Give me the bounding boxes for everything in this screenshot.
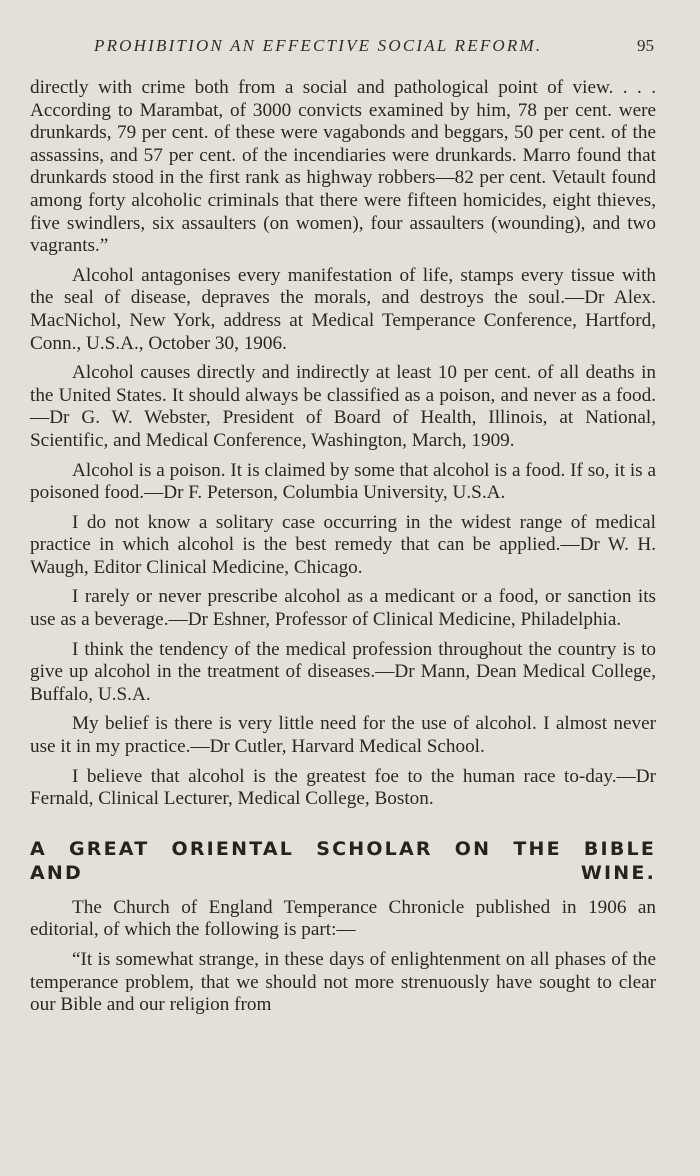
quote-paragraph: I do not know a solitary case occurring in the widest range of medical practice in which alcohol is the best remedy that can be applied.—Dr W. H. Waugh, Editor Clinical Medicine, Chicago. [30, 511, 656, 578]
section-paragraph: The Church of England Temperance Chronicle published in 1906 an editorial, of which the following is part:— [30, 896, 656, 941]
section-heading-line: AND WINE. [30, 861, 656, 884]
section-heading-line: A GREAT ORIENTAL SCHOLAR ON THE BIBLE [30, 837, 656, 860]
quote-paragraph: My belief is there is very little need for the use of alcohol. I almost never use it in my practice.—Dr Cutler, Harvard Medical School. [30, 713, 656, 758]
quote-paragraph: Alcohol causes directly and indirectly at least 10 per cent. of all deaths in the United States. It should always be classified as a poison, and never as a food.—Dr G. W. Webster, President of Board of Health, Illinois, at National, Scientific, and Medical Conference, Washington, March, 1909. [30, 362, 656, 451]
quote-paragraph: I believe that alcohol is the greatest foe to the human race to-day.—Dr Fernald, Clinical Lecturer, Medical College, Boston. [30, 765, 656, 810]
quote-paragraph: I rarely or never prescribe alcohol as a medicant or a food, or sanction its use as a beverage.—Dr Eshner, Professor of Clinical Medicine, Philadelphia. [30, 586, 656, 631]
quote-paragraph: Alcohol is a poison. It is claimed by some that alcohol is a food. If so, it is a poisoned food.—Dr F. Peterson, Columbia University, U.S.A. [30, 459, 656, 504]
quote-paragraph: Alcohol antagonises every manifestation of life, stamps every tissue with the seal of disease, depraves the morals, and destroys the soul.—Dr Alex. MacNichol, New York, address at Medical Temperance Conference, Hartford, Conn., U.S.A., October 30, 1906. [30, 264, 656, 354]
running-header [30, 36, 656, 64]
paragraph-continued: directly with crime both from a social and pathological point of view. . . . According to Marambat, of 3000 convicts examined by him, 78 per cent. were drunkards, 79 per cent. of these were vagabonds and beggars, 50 per cent. of the assassins, and 57 per cent. of the incendiaries were drunkards. Marro found that drunkards stood in the first rank as highway robbers—82 per cent. Vetault found among forty alcoholic criminals that there were fifteen homicides, eight thieves, five swindlers, six assaulters (on women), four assaulters (wounding), and two vagrants.” [30, 77, 656, 257]
section-paragraph: “It is somewhat strange, in these days of enlightenment on all phases of the temperance problem, that we should not more strenuously have sought to clear our Bible and our religion from [30, 949, 656, 1016]
running-title: PROHIBITION AN EFFECTIVE SOCIAL REFORM. [94, 36, 543, 55]
quote-paragraph: I think the tendency of the medical profession throughout the country is to give up alcohol in the treatment of diseases.—Dr Mann, Dean Medical College, Buffalo, U.S.A. [30, 638, 656, 705]
body-text [30, 77, 656, 1017]
page-number: 95 [637, 36, 654, 55]
section-heading [30, 837, 656, 885]
